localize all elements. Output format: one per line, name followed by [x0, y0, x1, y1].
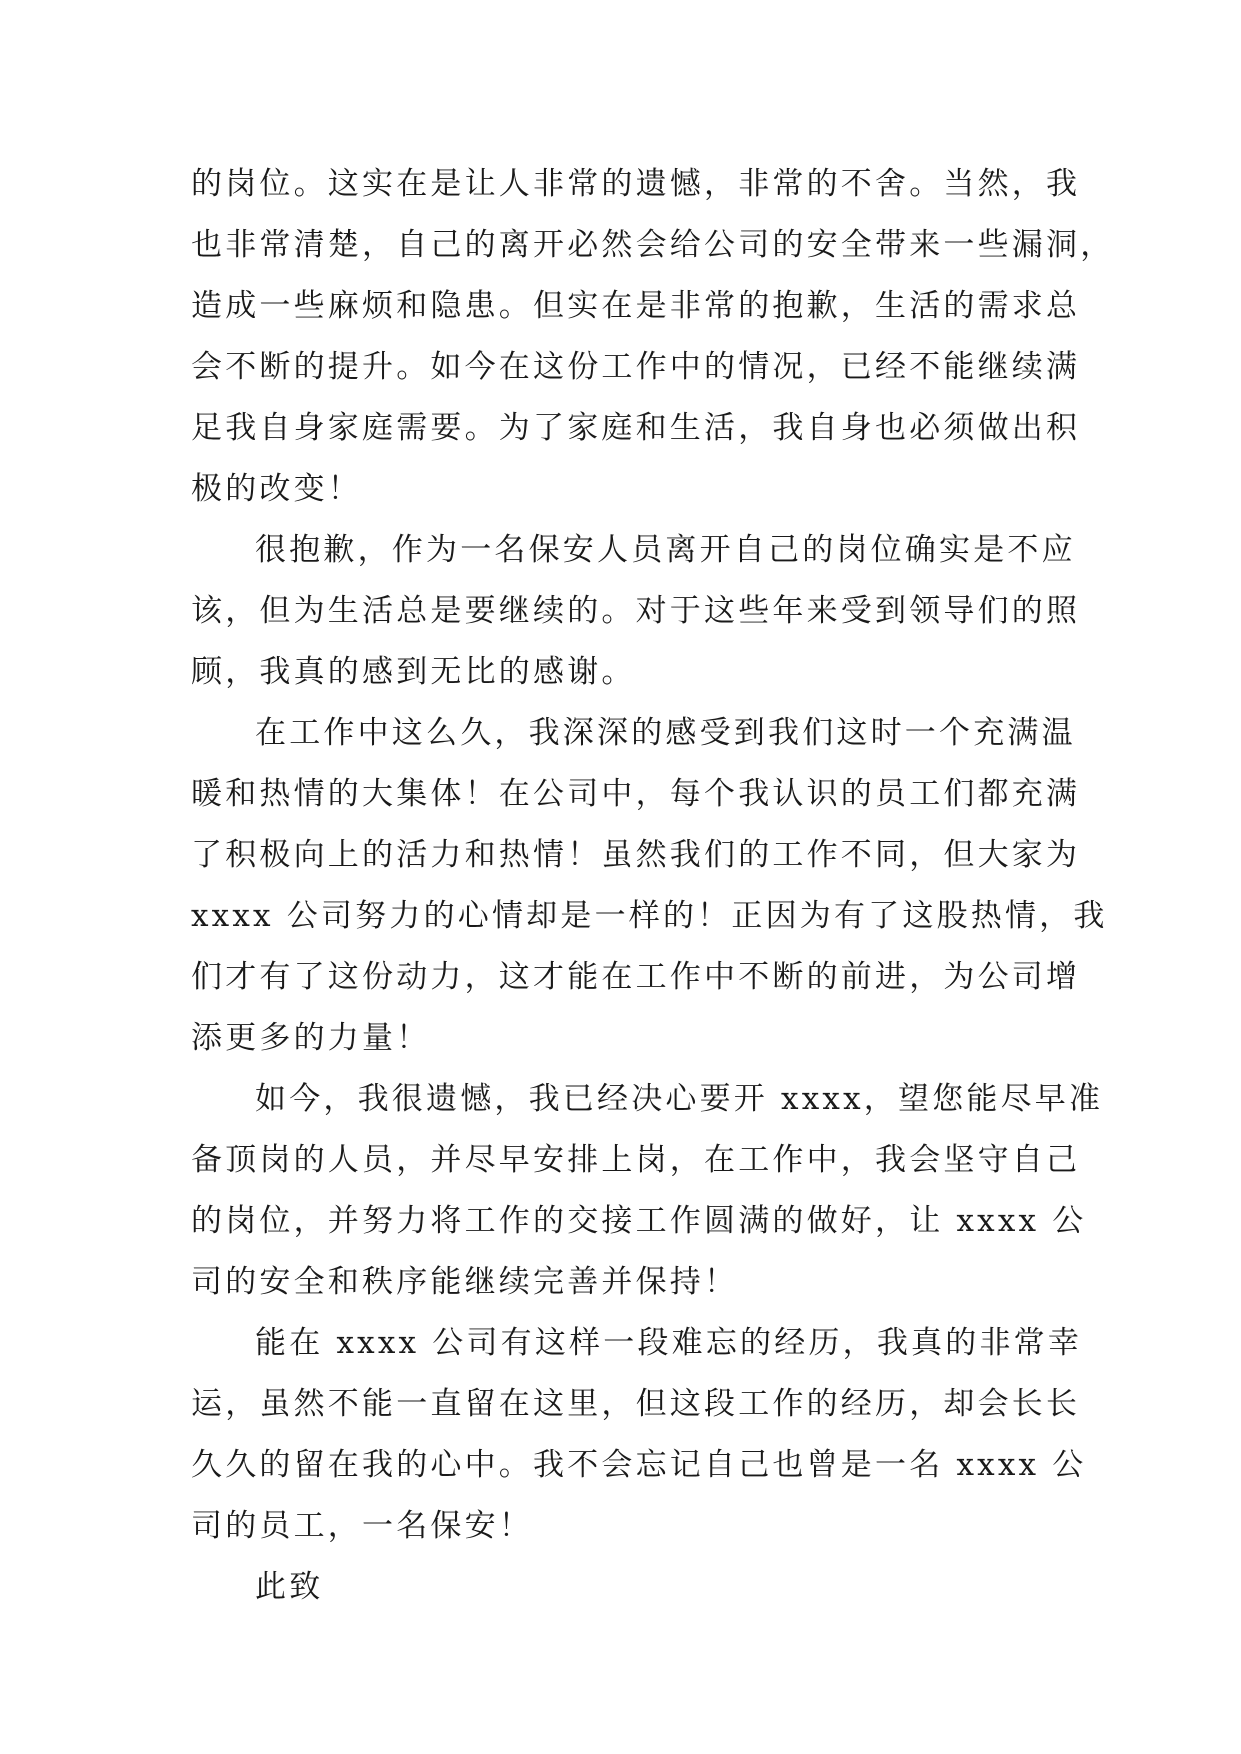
- text-line: 们才有了这份动力，这才能在工作中不断的前进，为公司增: [191, 959, 1081, 995]
- text-line: 造成一些麻烦和隐患。但实在是非常的抱歉，生活的需求总: [191, 288, 1081, 324]
- paragraph-start-line: 在工作中这么久，我深深的感受到我们这时一个充满温: [255, 715, 1076, 751]
- closing-salutation: 此致: [255, 1569, 324, 1605]
- paragraph-start-line: 如今，我很遗憾，我已经决心要开 xxxx，望您能尽早准: [255, 1081, 1104, 1117]
- text-line: 顾，我真的感到无比的感谢。: [191, 654, 636, 690]
- text-line: xxxx 公司努力的心情却是一样的！正因为有了这股热情，我: [191, 898, 1108, 934]
- text-line: 添更多的力量！: [191, 1020, 431, 1056]
- paragraph-start-line: 很抱歉，作为一名保安人员离开自己的岗位确实是不应: [255, 532, 1076, 568]
- text-line: 的岗位。这实在是让人非常的遗憾，非常的不舍。当然，我: [191, 166, 1081, 202]
- text-line: 也非常清楚，自己的离开必然会给公司的安全带来一些漏洞，: [191, 227, 1115, 263]
- text-line: 运，虽然不能一直留在这里，但这段工作的经历，却会长长: [191, 1386, 1081, 1422]
- text-line: 久久的留在我的心中。我不会忘记自己也曾是一名 xxxx 公: [191, 1447, 1087, 1483]
- text-line: 会不断的提升。如今在这份工作中的情况，已经不能继续满: [191, 349, 1081, 385]
- paragraph-start-line: 能在 xxxx 公司有这样一段难忘的经历，我真的非常幸: [255, 1325, 1083, 1361]
- text-line: 的岗位，并努力将工作的交接工作圆满的做好，让 xxxx 公: [191, 1203, 1087, 1239]
- text-line: 司的安全和秩序能继续完善并保持！: [191, 1264, 739, 1300]
- text-line: 了积极向上的活力和热情！虽然我们的工作不同，但大家为: [191, 837, 1081, 873]
- text-line: 暖和热情的大集体！在公司中，每个我认识的员工们都充满: [191, 776, 1081, 812]
- text-line: 备顶岗的人员，并尽早安排上岗，在工作中，我会坚守自己: [191, 1142, 1081, 1178]
- text-line: 极的改变！: [191, 471, 362, 507]
- text-line: 该，但为生活总是要继续的。对于这些年来受到领导们的照: [191, 593, 1081, 629]
- letter-body: [191, 154, 1115, 1618]
- text-line: 司的员工，一名保安！: [191, 1508, 533, 1544]
- text-line: 足我自身家庭需要。为了家庭和生活，我自身也必须做出积: [191, 410, 1081, 446]
